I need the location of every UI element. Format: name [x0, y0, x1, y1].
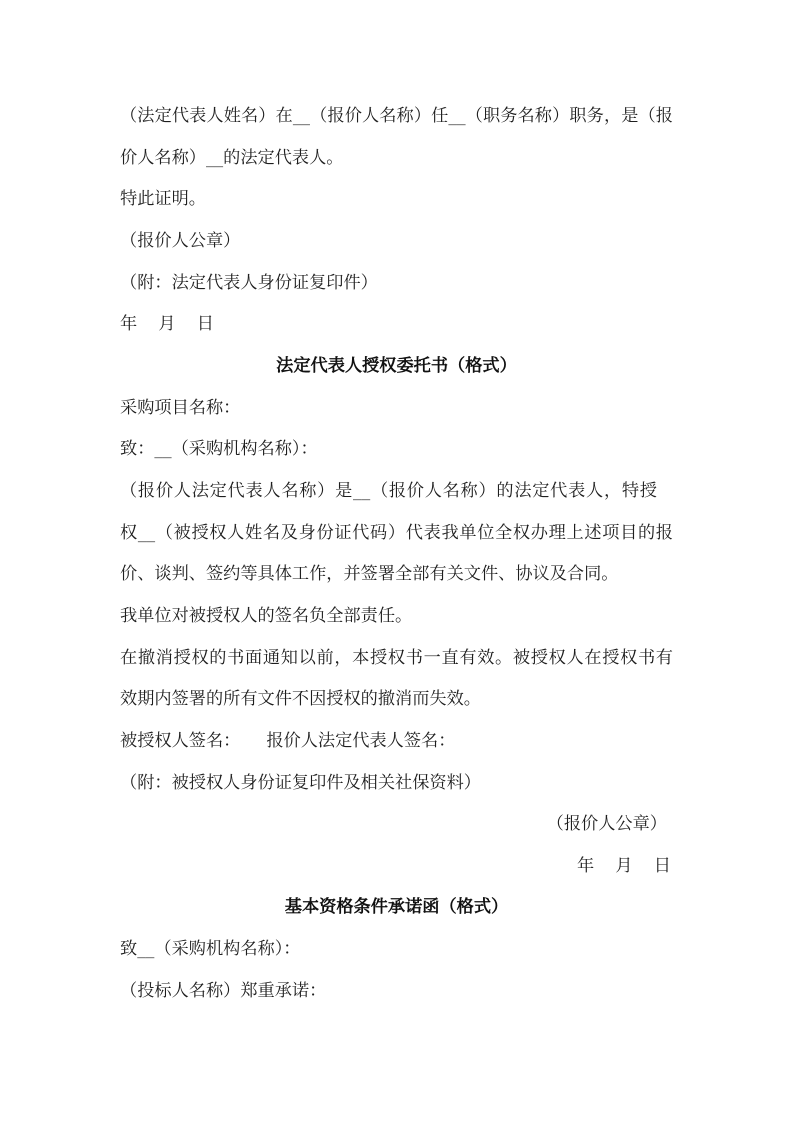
authorization-grant-line-3: 价、谈判、签约等具体工作，并签署全部有关文件、协议及合同。: [120, 564, 619, 585]
authorization-project-name-label: 采购项目名称：: [120, 397, 241, 418]
authorization-attachment: （附：被授权人身份证复印件及相关社保资料）: [120, 772, 481, 793]
authorization-date: 年 月 日: [577, 855, 673, 876]
authorization-title: 法定代表人授权委托书（格式）: [276, 355, 517, 376]
authorization-grant-line-2: 权__（被授权人姓名及身份证代码）代表我单位全权办理上述项目的报: [120, 522, 673, 543]
certificate-attachment: （附：法定代表人身份证复印件）: [120, 272, 378, 293]
authorization-seal: （报价人公章）: [546, 814, 667, 835]
commitment-title: 基本资格条件承诺函（格式）: [284, 897, 509, 918]
document-body: [120, 96, 673, 1012]
certificate-statement-line-2: 价人名称）__的法定代表人。: [120, 147, 344, 168]
representative-signature-label: 报价人法定代表人签名：: [266, 730, 456, 751]
certificate-statement-line-1: （法定代表人姓名）在__（报价人名称）任__（职务名称）职务，是（报: [120, 106, 673, 126]
authorization-addressee: 致：__（采购机构名称）：: [120, 439, 318, 460]
authorization-validity-line-2: 效期内签署的所有文件不因授权的撤消而失效。: [120, 689, 481, 710]
certificate-hereby: 特此证明。: [120, 189, 206, 210]
commitment-addressee: 致__（采购机构名称）：: [120, 939, 301, 960]
authorization-signature-line: [120, 721, 673, 763]
commitment-opening: （投标人名称）郑重承诺：: [120, 980, 327, 1001]
authorization-responsibility: 我单位对被授权人的签名负全部责任。: [120, 605, 413, 626]
certificate-seal: （报价人公章）: [120, 230, 241, 251]
authorization-grant-line-1: （报价人法定代表人名称）是__（报价人名称）的法定代表人，特授: [120, 480, 657, 501]
authorization-validity-line-1: 在撤消授权的书面通知以前，本授权书一直有效。被授权人在授权书有: [120, 647, 673, 668]
grantee-signature-label: 被授权人签名：: [120, 730, 241, 751]
certificate-date: 年 月 日: [120, 314, 216, 335]
